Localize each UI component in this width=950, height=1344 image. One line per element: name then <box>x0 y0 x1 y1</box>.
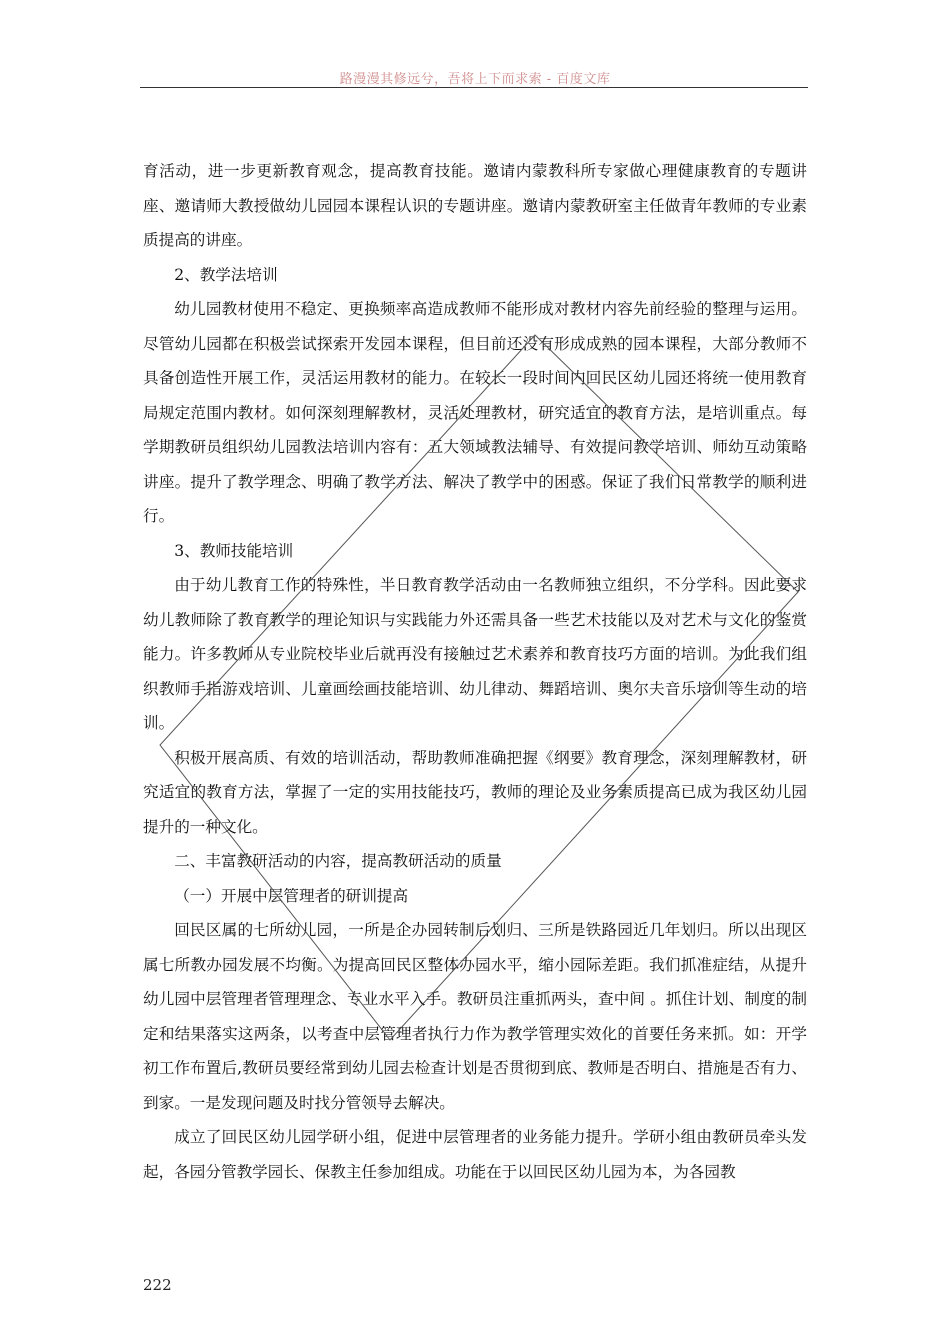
section-heading: 3、教师技能培训 <box>174 541 294 560</box>
section-heading: 二、丰富教研活动的内容，提高教研活动的质量 <box>174 852 502 870</box>
subsection-heading: （一）开展中层管理者的研训提高 <box>174 886 409 905</box>
paragraph: 积极开展高质、有效的培训活动，帮助教师准确把握《纲要》教育理念，深刻理解教材，研究适宜的教育方法，掌握了一定的实用技能技巧，教师的理论及业务素质提高已成为我区幼儿园提升的一种文化。 <box>143 748 807 836</box>
paragraph: 成立了回民区幼儿园学研小组，促进中层管理者的业务能力提升。学研小组由教研员牵头发起，各园分管教学园长、保教主任参加组成。功能在于以回民区幼儿园为本，为各园教 <box>143 1128 807 1181</box>
paragraph: 由于幼儿教育工作的特殊性，半日教育教学活动由一名教师独立组织，不分学科。因此要求幼儿教师除了教育教学的理论知识与实践能力外还需具备一些艺术技能以及对艺术与文化的鉴赏能力。许多教师从专业院校毕业后就再没有接触过艺术素养和教育技巧方面的培训。为此我们组织教师手指游戏培训、儿童画绘画技能培训、幼儿律动、舞蹈培训、奥尔夫音乐培训等生动的培训。 <box>143 576 807 732</box>
paragraph: 幼儿园教材使用不稳定、更换频率高造成教师不能形成对教材内容先前经验的整理与运用。尽管幼儿园都在积极尝试探索开发园本课程，但目前还没有形成成熟的园本课程，大部分教师不具备创造性开展工作，灵活运用教材的能力。在较长一段时间内回民区幼儿园还将统一使用教育局规定范围内教材。如何深刻理解教材，灵活处理教材，研究适宜的教育方法，是培训重点。每学期教研员组织幼儿园教法培训内容有：五大领域教法辅导、有效提问教学培训、师幼互动策略讲座。提升了教学理念、明确了教学方法、解决了教学中的困惑。保证了我们日常教学的顺利进行。 <box>143 300 807 525</box>
paragraph: 回民区属的七所幼儿园，一所是企办园转制后划归、三所是铁路园近几年划归。所以出现区属七所教办园发展不均衡。为提高回民区整体办园水平，缩小园际差距。我们抓准症结，从提升幼儿园中层管理者管理理念、专业水平入手。教研员注重抓两头，查中间 。抓住计划、制度的制定和结果落实这两条，以考查中层管理者执行力作为教学管理实效化的首要任务来抓。如：开学初工作布置后,教研员要经常到幼儿园去检查计划是否贯彻到底、教师是否明白、措施是否有力、到家。一是发现问题及时找分管领导去解决。 <box>143 921 807 1112</box>
document-body <box>143 154 807 1189</box>
running-header: 路漫漫其修远兮，吾将上下而求索 - 百度文库 <box>339 72 611 87</box>
header-rule <box>140 87 808 88</box>
section-heading: 2、教学法培训 <box>174 265 278 284</box>
page-number: 222 <box>143 1276 172 1294</box>
paragraph: 育活动，进一步更新教育观念，提高教育技能。邀请内蒙教科所专家做心理健康教育的专题讲座、邀请师大教授做幼儿园园本课程认识的专题讲座。邀请内蒙教研室主任做青年教师的专业素质提高的讲座。 <box>143 162 807 249</box>
